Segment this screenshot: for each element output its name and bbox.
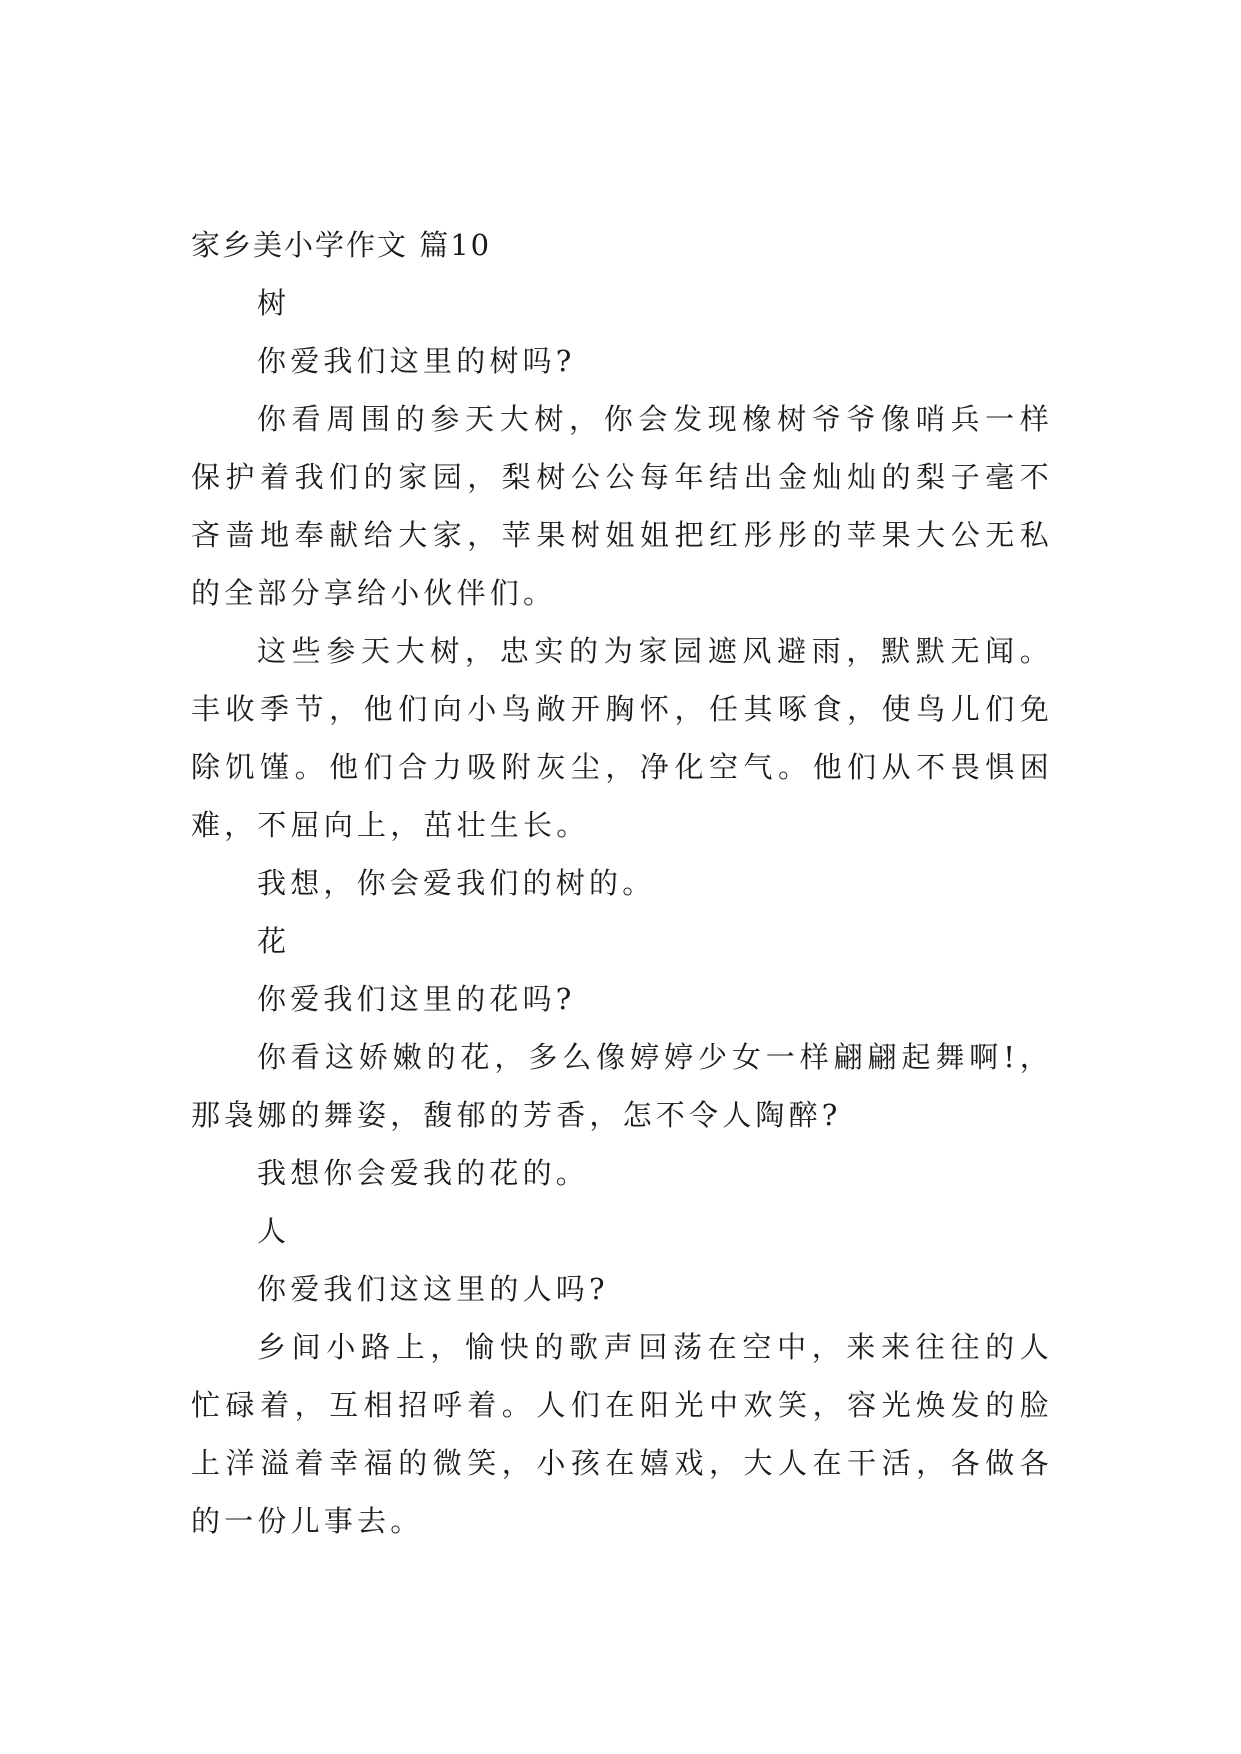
section-heading-tree: 树 xyxy=(257,286,291,320)
document-title: 家乡美小学作文 篇10 xyxy=(191,228,492,262)
document-body xyxy=(191,216,1053,1550)
section-heading-flower: 花 xyxy=(257,924,291,958)
paragraph: 你爱我们这里的花吗? xyxy=(257,982,576,1016)
paragraph: 我想，你会爱我们的树的。 xyxy=(257,866,656,900)
paragraph: 你看周围的参天大树，你会发现橡树爷爷像哨兵一样保护着我们的家园，梨树公公每年结出金灿灿的梨子毫不吝啬地奉献给大家，苹果树姐姐把红彤彤的苹果大公无私的全部分享给小伙伴们。 xyxy=(191,402,1053,610)
paragraph: 你爱我们这这里的人吗? xyxy=(257,1272,609,1306)
paragraph: 你爱我们这里的树吗? xyxy=(257,344,576,378)
paragraph: 这些参天大树，忠实的为家园遮风避雨，默默无闻。丰收季节，他们向小鸟敞开胸怀，任其啄食，使鸟儿们免除饥馑。他们合力吸附灰尘，净化空气。他们从不畏惧困难，不屈向上，茁壮生长。 xyxy=(191,634,1053,842)
section-heading-people: 人 xyxy=(257,1214,291,1248)
paragraph: 你看这娇嫩的花，多么像婷婷少女一样翩翩起舞啊!，那袅娜的舞姿，馥郁的芳香，怎不令人陶醉? xyxy=(191,1040,1053,1132)
paragraph: 我想你会爱我的花的。 xyxy=(257,1156,590,1190)
paragraph: 乡间小路上，愉快的歌声回荡在空中，来来往往的人忙碌着，互相招呼着。人们在阳光中欢笑，容光焕发的脸上洋溢着幸福的微笑，小孩在嬉戏，大人在干活，各做各的一份儿事去。 xyxy=(191,1330,1053,1538)
